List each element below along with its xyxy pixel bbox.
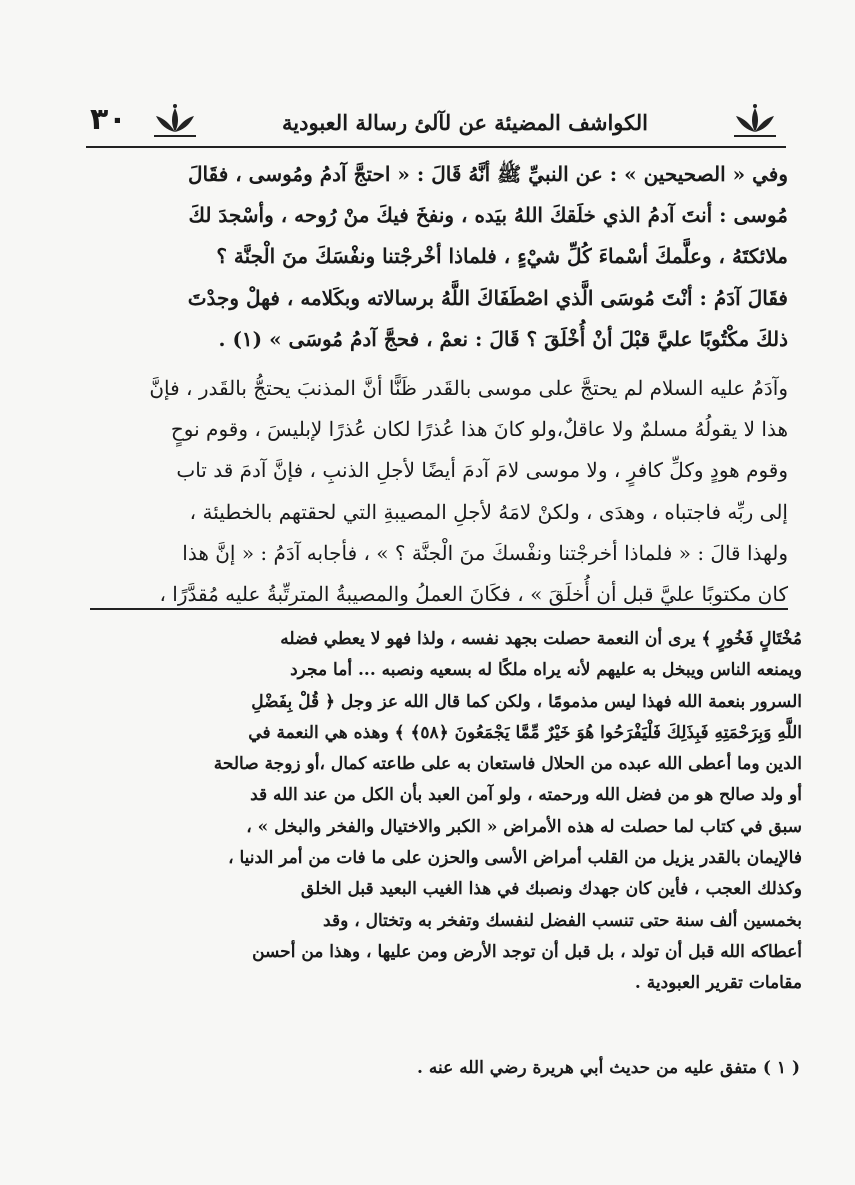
text-line: وآدَمُ عليه السلام لم يحتجَّ على موسى بالقَدر ظَنًّا أنَّ المذنبَ يحتجُّ بالقَدر ، فإنَّ xyxy=(149,376,788,401)
footnote-line: ويمنعه الناس ويبخل به عليهم لأنه يراه ملكًا له بسعيه ونصبه ... أما مجرد xyxy=(290,660,802,681)
text-line: مُوسى : أنتَ آدمُ الذي خلَقكَ اللهُ بيَده ، ونفخَ فيكَ منْ رُوحه ، وأسْجدَ لكَ xyxy=(188,203,788,228)
text-line: إلى ربِّه فاجتباه ، وهدَى ، ولكنْ لامَهُ لأجلِ المصيبةِ التي لحقتهم بالخطيئة ، xyxy=(189,499,788,524)
text-line: ملائكتَهُ ، وعلَّمكَ أسْماءَ كُلِّ شيْءٍ ، فلماذا أخْرجْتنا ونفْسَكَ منَ الْجنَّة ؟ xyxy=(216,244,788,269)
text-line: كان مكتوبًا عليَّ قبل أن أُخلَقَ » ، فكَانَ العملُ والمصيبةُ المترتِّبةُ عليه مُقدَّرًا ، xyxy=(159,582,788,607)
footnote-line: أو ولد صالح هو من فضل الله ورحمته ، ولو آمن العبد بأن الكل من عند الله قد xyxy=(250,785,802,806)
footnote-body xyxy=(112,624,802,1000)
text-line: ذلكَ مكْتُوبًا عليَّ قبْلَ أنْ أُخْلَقَ ؟ قَالَ : نعمْ ، فحجَّ آدمُ مُوسَى » (١) . xyxy=(218,326,788,351)
footnote-line: مقامات تقرير العبودية . xyxy=(634,973,802,994)
text-line: وفي « الصحيحين » : عن النبيِّ ﷺ أنَّهُ قَالَ : « احتجَّ آدمُ ومُوسى ، فقَالَ xyxy=(187,162,788,186)
floral-ornament-icon xyxy=(150,102,200,142)
footnote-line: السرور بنعمة الله فهذا ليس مذمومًا ، ولكن كما قال الله عز وجل ﴿ قُلْ بِفَضْلِ xyxy=(251,691,802,712)
footnote-line: بخمسين ألف سنة حتى تنسب الفضل لنفسك وتفخر به وتختال ، وقد xyxy=(323,910,802,931)
header-divider xyxy=(86,146,786,148)
text-line: فقَالَ آدَمُ : أنْتَ مُوسَى الَّذي اصْطَفَاكَ اللَّهُ برسالاته وبكَلامه ، فهلْ وجدْتَ xyxy=(187,285,788,310)
footnote-line: مُخْتَالٍ فَخُورٍ ﴾ يرى أن النعمة حصلت بجهد نفسه ، ولذا فهو لا يعطي فضله xyxy=(280,629,802,649)
footnote-reference: ( ١ ) متفق عليه من حديث أبي هريرة رضي الله عنه . xyxy=(417,1058,800,1078)
text-line: ولهذا قالَ : « فلماذا أخرجْتنا ونفْسكَ منَ الْجنَّة ؟ » ، فأجابه آدَمُ : « إنَّ هذا xyxy=(182,540,788,565)
footnote-line: سبق في كتاب لما حصلت له هذه الأمراض « الكبر والاختيال والفخر والبخل » ، xyxy=(246,816,802,837)
running-header xyxy=(150,100,780,144)
footnote-line: وكذلك العجب ، فأين كان جهدك ونصبك في هذا الغيب البعيد قبل الخلق xyxy=(300,879,802,900)
text-line: وقوم هودٍ وكلِّ كافرٍ ، ولا موسى لامَ آدمَ أيضًا لأجلِ الذنبِ ، فإنَّ آدمَ قد تاب xyxy=(176,458,788,483)
footnote-line: الدين وما أعطى الله عبده من الحلال فاستعان به على طاعته كمال ،أو زوجة صالحة xyxy=(213,754,802,775)
text-line: هذا لا يقولُهُ مسلمٌ ولا عاقلٌ،ولو كانَ هذا عُذرًا لكان عُذرًا لإبليسَ ، وقوم نوحٍ xyxy=(170,417,788,442)
floral-ornament-icon xyxy=(730,102,780,142)
footnote-line: اللَّهِ وَبِرَحْمَتِهِ فَبِذَلِكَ فَلْيَفْرَحُوا هُوَ خَيْرٌ مِّمَّا يَجْمَعُونَ ﴿٥٨﴾ ﴾ وهذه هي النعمة في xyxy=(248,722,802,743)
book-title: الكواشف المضيئة عن لآلئ رسالة العبودية xyxy=(282,109,648,135)
main-body-text xyxy=(90,154,788,615)
footnote-divider xyxy=(90,608,788,610)
page-number: ٣٠ xyxy=(90,102,127,137)
footnote-line: فالإيمان بالقدر يزيل من القلب أمراض الأسى والحزن على ما فات من أمر الدنيا ، xyxy=(228,848,802,869)
footnote-line: أعطاكه الله قبل أن تولد ، بل قبل أن توجد الأرض ومن عليها ، وهذا من أحسن xyxy=(252,941,802,962)
